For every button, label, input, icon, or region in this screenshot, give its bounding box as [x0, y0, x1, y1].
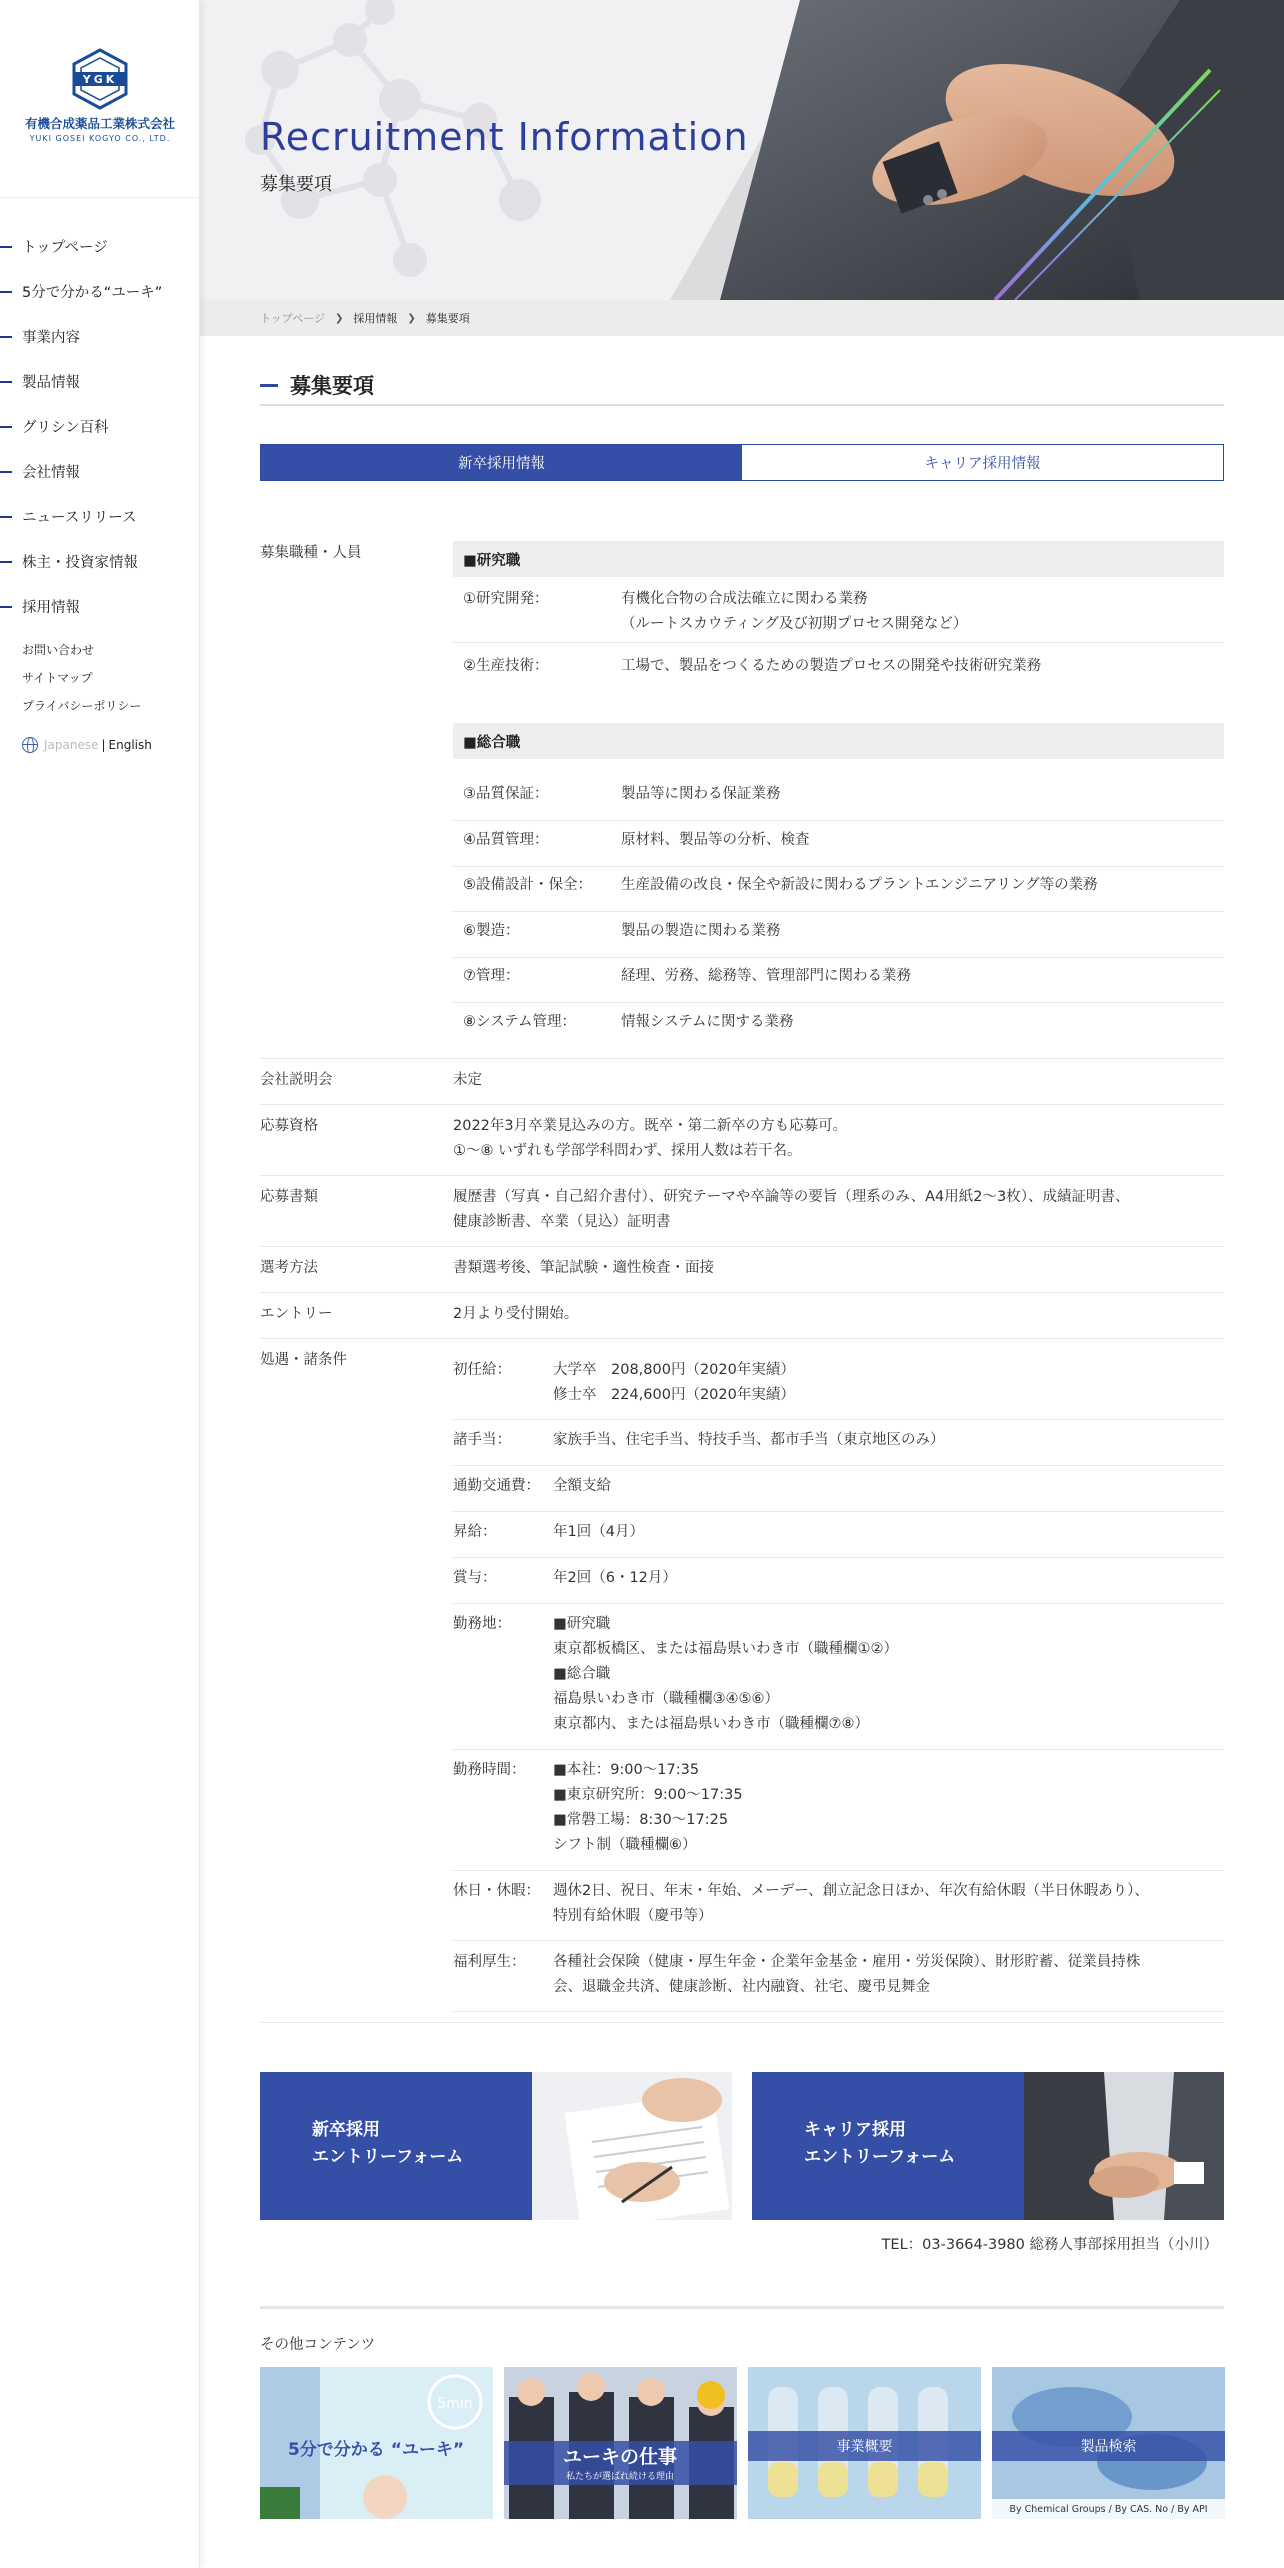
- contact-tel: TEL：03-3664-3980 総務人事部採用担当（小川）: [881, 2237, 1218, 2253]
- condition-row: 勤務時間： ■本社：9:00～17:35 ■東京研究所：9:00～17:35 ■常磐工場：8:30～17:25 シフト制（職種欄⑥）: [453, 1758, 1224, 1871]
- document-signing-photo: [532, 2072, 732, 2220]
- req-row-conditions: 処遇・諸条件: [260, 1352, 347, 1368]
- dash-icon: [0, 561, 12, 563]
- recruit-tabs: [260, 444, 1224, 481]
- svg-text:5分で分かる “ユーキ”: 5分で分かる “ユーキ”: [287, 2440, 465, 2460]
- svg-text:5min: 5min: [437, 2396, 473, 2412]
- job-row: ②生産技術： 工場で、製品をつくるための製造プロセスの開発や技術研究業務: [463, 658, 1042, 674]
- dash-icon: [0, 381, 12, 383]
- job-row: ⑥製造： 製品の製造に関わる業務: [453, 919, 1224, 958]
- lang-english[interactable]: English: [108, 738, 152, 752]
- card-work[interactable]: [504, 2367, 737, 2519]
- globe-icon: [22, 737, 38, 753]
- lang-japanese[interactable]: Japanese: [44, 738, 99, 752]
- req-row-eligibility: 応募資格 2022年3月卒業見込みの方。既卒・第二新卒の方も応募可。 ①～⑧ いずれも学部学科問わず、採用人数は若干名。: [260, 1114, 1224, 1176]
- dash-icon: [0, 291, 12, 293]
- handshake-photo: [1024, 2072, 1224, 2220]
- section-title: 募集要項: [260, 366, 1224, 406]
- condition-row: 昇給： 年1回（4月）: [453, 1520, 1224, 1558]
- hero-banner: [200, 0, 1284, 300]
- career-entry-button[interactable]: キャリア採用 エントリーフォーム: [752, 2072, 1224, 2220]
- hero-subtitle: 募集要項: [260, 174, 332, 195]
- title-bar-icon: [260, 384, 278, 387]
- subnav-privacy[interactable]: プライバシーポリシー: [22, 698, 142, 713]
- nav-item-news[interactable]: ニュースリリース: [0, 494, 200, 539]
- card-footer: By Chemical Groups / By CAS. No / By API: [992, 2499, 1225, 2519]
- svg-text:YGK: YGK: [82, 73, 118, 86]
- condition-row: 通勤交通費： 全額支給: [453, 1474, 1224, 1512]
- card-business[interactable]: [748, 2367, 981, 2519]
- tab-new-graduate[interactable]: 新卒採用情報: [261, 445, 742, 480]
- condition-row: 諸手当： 家族手当、住宅手当、特技手当、都市手当（東京地区のみ）: [453, 1428, 1224, 1466]
- tab-career[interactable]: キャリア採用情報: [742, 445, 1223, 480]
- category-general: ■総合職: [453, 723, 1224, 759]
- condition-row: 勤務地： ■研究職 東京都板橋区、または福島県いわき市（職種欄①②） ■総合職 福島県いわき市（職種欄③④⑤⑥） 東京都内、または福島県いわき市（職種欄⑦⑧）: [453, 1612, 1224, 1750]
- job-row: ⑦管理： 経理、労務、総務等、管理部門に関わる業務: [453, 964, 1224, 1003]
- card-label: 製品検索: [992, 2431, 1225, 2461]
- req-row-documents: 応募書類 履歴書（写真・自己紹介書付）、研究テーマや卒論等の要旨（理系のみ、A4用紙2～3枚）、成績証明書、 健康診断書、卒業（見込）証明書: [260, 1185, 1224, 1247]
- job-row: ④品質管理： 原材料、製品等の分析、検査: [453, 828, 1224, 867]
- breadcrumb-top[interactable]: トップページ: [260, 312, 326, 325]
- subnav-contact[interactable]: お問い合わせ: [22, 642, 95, 657]
- nav-item-ir[interactable]: 株主・投資家情報: [0, 539, 200, 584]
- condition-row: 初任給： 大学卒 208,800円（2020年実績） 修士卒 224,600円（2020年実績）: [453, 1358, 1224, 1420]
- company-name-jp: 有機合成薬品工業株式会社: [24, 116, 175, 131]
- nav-item-5min[interactable]: 5分で分かる“ユーキ”: [0, 269, 200, 314]
- new-grad-entry-button[interactable]: 新卒採用 エントリーフォーム: [260, 2072, 732, 2220]
- breadcrumb: [200, 300, 1284, 336]
- job-row: ③品質保証： 製品等に関わる保証業務: [453, 782, 1224, 821]
- hero-title: Recruitment Information: [260, 115, 749, 159]
- company-name-en: YUKI GOSEI KOGYO CO., LTD.: [29, 134, 171, 143]
- job-row: ⑤設備設計・保全： 生産設備の改良・保全や新設に関わるプラントエンジニアリング等の業務: [453, 873, 1224, 912]
- card-work-image: [504, 2367, 737, 2519]
- card-5min-image: [260, 2367, 493, 2519]
- divider: [0, 197, 200, 198]
- dash-icon: [0, 471, 12, 473]
- nav-item-company[interactable]: 会社情報: [0, 449, 200, 494]
- card-label: 事業概要: [748, 2431, 981, 2461]
- divider: [260, 2022, 1224, 2023]
- req-row-selection: 選考方法 書類選考後、筆記試験・適性検査・面接: [260, 1256, 1224, 1293]
- req-row-entry: エントリー 2月より受付開始。: [260, 1302, 1224, 1339]
- condition-row: 賞与： 年2回（6・12月）: [453, 1566, 1224, 1604]
- card-5min[interactable]: [260, 2367, 493, 2519]
- divider: [260, 1058, 1224, 1059]
- req-row-briefing: 会社説明会 未定: [260, 1068, 1224, 1105]
- nav-item-top[interactable]: トップページ: [0, 224, 200, 269]
- chevron-right-icon: ❯: [407, 312, 416, 324]
- req-label: 募集職種・人員: [260, 545, 362, 561]
- dash-icon: [0, 606, 12, 608]
- job-row: ⑧システム管理： 情報システムに関する業務: [463, 1014, 794, 1030]
- card-product-search[interactable]: [992, 2367, 1225, 2519]
- breadcrumb-recruit[interactable]: 採用情報: [353, 312, 398, 325]
- dash-icon: [0, 336, 12, 338]
- divider: [260, 2306, 1224, 2309]
- dash-icon: [0, 246, 12, 248]
- svg-text:私たちが選ばれ続ける理由: 私たちが選ばれ続ける理由: [565, 2472, 675, 2482]
- condition-row: 休日・休暇： 週休2日、祝日、年末・年始、メーデー、創立記念日ほか、年次有給休暇（半日休暇あり）、 特別有給休暇（慶弔等）: [453, 1879, 1224, 1941]
- nav-item-business[interactable]: 事業内容: [0, 314, 200, 359]
- nav-item-recruit[interactable]: 採用情報: [0, 584, 200, 629]
- language-switcher: [22, 737, 152, 753]
- category-research: ■研究職: [453, 541, 1224, 577]
- condition-row: 福利厚生： 各種社会保険（健康・厚生年金・企業年金基金・雇用・労災保険）、財形貯蓄、従業員持株 会、退職金共済、健康診断、社内融資、社宅、慶弔見舞金: [453, 1950, 1224, 2012]
- main-nav: [0, 224, 200, 629]
- nav-item-products[interactable]: 製品情報: [0, 359, 200, 404]
- sidebar: [0, 0, 200, 2568]
- chevron-right-icon: ❯: [335, 312, 344, 324]
- lang-separator: |: [101, 738, 106, 752]
- job-row: ①研究開発： 有機化合物の合成法確立に関わる業務 （ルートスカウティング及び初期プロセス開発など）: [453, 587, 1224, 643]
- other-contents-title: その他コンテンツ: [260, 2337, 376, 2353]
- svg-text:ユーキの仕事: ユーキの仕事: [562, 2446, 678, 2468]
- nav-item-glycine[interactable]: グリシン百科: [0, 404, 200, 449]
- sub-nav: [22, 635, 141, 719]
- company-logo[interactable]: [12, 48, 188, 143]
- dash-icon: [0, 516, 12, 518]
- dash-icon: [0, 426, 12, 428]
- ygk-logo-icon: [69, 48, 131, 110]
- subnav-sitemap[interactable]: サイトマップ: [22, 670, 93, 685]
- breadcrumb-current: 募集要項: [425, 312, 470, 325]
